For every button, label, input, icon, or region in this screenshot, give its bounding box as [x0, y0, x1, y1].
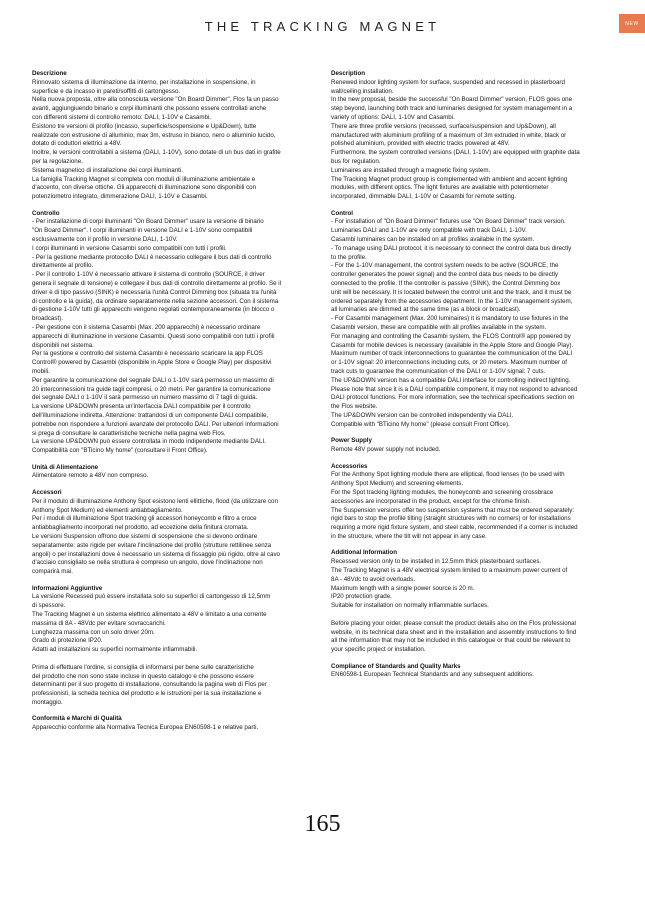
body-text-line: superficie e da incasso in pareti/soffitti di cartongesso. [32, 87, 181, 95]
body-text-line: potenziometro integrato, dimmerazione DALI, 1-10V e Casambi. [32, 193, 208, 201]
body-text-line: For the Spot tracking lighting modules, the honeycomb and screening crossbrace [331, 488, 554, 496]
body-text-line: The Tracking Magnet è un sistema elettrico alimentato a 48V e limitato a una corrente [32, 610, 267, 618]
body-text-line: track cuts to guarantee the communication of the DALI or 1-10V signal: 7 cuts. [331, 367, 546, 375]
section-heading: Description [331, 70, 366, 77]
body-text-line: Remote 48V power supply not included. [331, 446, 441, 454]
body-text-line: Adatti ad installazioni su superfici normalmente infiammabili. [32, 646, 198, 654]
body-text-line: modules, with different optics. The light fixtures are available with potentiometer [331, 184, 549, 192]
new-badge: NEW [619, 14, 645, 33]
body-text-line: all luminaries are dimmed at the same time (as a block or broadcast). [331, 306, 521, 314]
section-heading: Conformità e Marchi di Qualità [32, 715, 122, 723]
body-text-line: dei segnale DALI o 1-10V il sarà permesso un numero massimo di 7 tagli di guida. [32, 394, 258, 402]
body-text-line: Per la gestione e controllo del sistema Casambi è necessario scaricare la app FLOS [32, 350, 263, 358]
body-text-line: In the new proposal, beside the successful "On Board Dimmer" version, FLOS goes one [331, 96, 573, 104]
body-text-line: "On Board Dimmer". I corpi illuminanti in versione DALI e 1-10V sono compatibili [32, 227, 253, 235]
body-text-line: d'accento, con diverse ottiche. Gli apparecchi di illuminazione sono disponibili con [32, 184, 257, 192]
body-text-line: DALI protocol functions. For more information, see the technical specifications section on [331, 394, 575, 402]
body-text-line: Recessed version only to be installed in 12.5mm thick plasterboard surfaces. [331, 558, 542, 566]
body-text-line: The Suspension versions offer two suspension systems that must be ordered separately: [331, 506, 575, 514]
body-text-line: separatamente: aste rigide per evitare l'inclinazione del profilo (strutture rettilinee senza [32, 541, 272, 549]
section-heading: Compliance of Standards and Quality Marks [331, 662, 461, 670]
body-text-line: Compatibilità con "BTicino My home" (consultare il Front Office). [32, 447, 208, 455]
body-text-line: disponibili nel sistema. [32, 341, 94, 349]
body-text-line: Anthony Spot Medium) ed elementi antiabbagliamento. [32, 506, 183, 514]
body-text-line: La famiglia Tracking Magnet si completa con moduli di illuminazione ambientale e [32, 175, 256, 183]
body-text-line: antiabbagliamento incorporati nel prodotto, ad eccezione della finitura cromata. [32, 524, 249, 532]
body-text-line: Please note that since it is a DALI compatible component, it may not respond to advanced [331, 385, 578, 393]
body-text-line: to the profile. [331, 253, 367, 261]
body-text-line: - For the 1-10V management, the control system needs to be active (SOURCE, the [331, 262, 559, 270]
text-section [32, 585, 304, 708]
body-text-line: Casambi luminaires can be installed on all profiles available in the system. [331, 236, 535, 244]
body-text-line: Per garantire la comunicazione del segnale DALI o 1-10V sarà permesso un massimo di [32, 376, 274, 384]
body-text-line: La versione Recessed può essere installata solo su superfici di cartongesso di 12,5mm [32, 593, 271, 601]
body-text-line: Alimentatore remoto a 48V non compreso. [32, 472, 149, 480]
body-text-line: The Tracking Magnet product group is complemented with ambient and accent lighting [331, 175, 568, 183]
text-section [32, 70, 304, 202]
body-text-line: di gestione 1-10V tutti gli apparecchi vengono regolati contemporaneamente (in blocco o [32, 306, 275, 314]
body-text-line: dell'illuminazione indiretta. Attenzione: trattandosi di un componente DALI compatibile, [32, 411, 269, 419]
body-text-line: si prega di consultare le caratteristiche tecniche nella pagina web Flos. [32, 429, 226, 437]
body-text-line: 8A - 48Vdc to avoid overloads. [331, 575, 415, 583]
body-text-line: professionisti, la scheda tecnica del prodotto e le istruzioni per la sua installazione e [32, 690, 262, 698]
body-text-line: controller generates the power signal) and the control data bus needs to be directly [331, 271, 559, 279]
body-text-line: determinanti per il suo progetto di installazione, consultando la pagina web di Flos per [32, 681, 267, 689]
body-text-line: rigid bars to stop the profile tilting (straight structures with no corners) or for installations [331, 515, 571, 523]
page-header-title: THE TRACKING MAGNET [204, 19, 441, 34]
text-section [331, 463, 614, 542]
body-text-line: requiring a more rigid fixture system, and steel cable, recommended if a corner is included [331, 524, 578, 532]
body-text-line: incorporated, dimmable DALI, 1-10V or Casambi for remote setting. [331, 193, 517, 201]
body-text-line: accessories are incorporated in the product, except for the chrome finish. [331, 497, 531, 505]
section-heading: Control [331, 209, 353, 217]
body-text-line: apparecchi di illuminazione in versione Casambi. Questi sono compatibili con tutti i profili [32, 332, 275, 340]
text-section [331, 437, 614, 455]
body-text-line: - Per la gestione mediante protocollo DALI è necessario collegare il bus dati di controllo [32, 253, 272, 261]
body-text-line: Renewed indoor lighting system for surface, suspended and recessed in plasterboard [331, 78, 565, 86]
body-text-line: genera il segnale di tensione) e collegare il bus dati di controllo direttamente al profilo. Se il [32, 280, 282, 288]
body-text-line: Anthony Spot Medium) and screening elements. [331, 480, 464, 488]
body-text-line: La versione UP&DOWN può essere controllata in modo indipendente mediante DALI. [32, 438, 266, 446]
section-heading: Accessories [331, 462, 368, 470]
body-text-line: del prodotto che non sono state incluse in questo catalogo e che possono essere [32, 672, 254, 680]
body-text-line: Furthermore, the system controlled versions (DALI, 1-10V) are equipped with graphite data [331, 149, 580, 157]
body-text-line: - Per gestione con il sistema Casambi (Max. 200 apparecchi) è necessario ordinare [32, 324, 261, 331]
body-text-line: connected to the profile. If the controller is passive (SINK), the Control Dimming box [331, 280, 561, 288]
body-text-line: There are three profile versions (recessed, surface/suspension and Up&Down), all [331, 122, 556, 130]
body-text-line: Sistema magnetico di installazione dei corpi illuminanti. [32, 166, 183, 174]
text-section [331, 663, 614, 681]
body-text-line: Maximum length with a single power source is 20 m. [331, 584, 475, 592]
page-number: 165 [304, 811, 341, 837]
body-text-line: di spessore. [32, 602, 66, 610]
italian-text-column [32, 70, 304, 741]
body-text-line: For the Anthony Spot lighting module there are elliptical, flood lenses (to be used with [331, 471, 565, 479]
body-text-line: variety of options: DALI, 1-10V and Casambi. [331, 113, 455, 121]
body-text-line: Before placing your order, please consult the product details also on the Flos professional [331, 619, 576, 627]
section-heading: Informazioni Aggiuntive [32, 584, 103, 592]
body-text-line: Casambi version, these are compatible with all profiles available in the system. [331, 324, 547, 331]
section-heading: Unità di Alimentazione [32, 463, 99, 471]
body-text-line: Le versioni Suspension offrono due sistemi di sospensione che si devono ordinare [32, 532, 258, 540]
body-text-line: Casambi for mobile devices is necessary (available in the Apple Store and Google Play). [331, 341, 574, 349]
body-text-line: For managing and controlling the Casambi system, the FLOS Control® app powered by [331, 332, 571, 340]
body-text-line: Grado di protezione IP20. [32, 637, 103, 645]
body-text-line [331, 611, 614, 620]
body-text-line: Apparecchio conforme alla Normativa Tecnica Europea EN60598-1 e relative parti. [32, 724, 259, 732]
body-text-line: Rinnovato sistema di illuminazione da interno, per installazione in sospensione, in [32, 78, 256, 86]
body-text-line: Control® powered by Casambi (disponibile in Apple Store e Google Play) per dispositivi [32, 359, 272, 367]
section-heading: Power Supply [331, 437, 372, 445]
body-text-line: Per i moduli di illuminazione Spot tracking gli accessori honeycomb e filtro a croce [32, 515, 257, 523]
body-text-line: - Per installazione di corpi illuminanti "On Board Dimmer" usare la versione di binario [32, 218, 264, 226]
section-heading: Accessori [32, 488, 62, 496]
section-heading: Controllo [32, 209, 60, 217]
body-text-line: dotato di coduttori elettrici a 48V. [32, 140, 122, 148]
body-text-line: in the structure, where the tilt will not appear in any case. [331, 532, 487, 540]
body-text-line: Prima di effettuare l'ordine, si consiglia di informarsi per bene sulle caratteristiche [32, 663, 254, 671]
body-text-line: Suitable for installation on normally inflammable surfaces. [331, 602, 489, 610]
body-text-line: Maximum number of track interconnections to guarantee the communication of the DALI [331, 350, 573, 358]
body-text-line: Luminaries DALI and 1-10V are only compatible with track DALI, 1-10V. [331, 227, 527, 235]
text-section [331, 210, 614, 430]
body-text-line: mobili. [32, 367, 50, 375]
body-text-line: ordered separately from the accessories department. In the 1-10V management system, [331, 297, 573, 305]
body-text-line: unit will be necessary. It is located between the control unit and the track, and it must be [331, 288, 572, 296]
section-heading: Descrizione [32, 70, 67, 77]
body-text-line: The UP&DOWN version has a compatible DALI interface for controlling indirect lighting. [331, 376, 571, 384]
body-text-line: per la regolazione. [32, 157, 83, 165]
text-section [32, 489, 304, 577]
body-text-line: Per il modulo di illuminazione Anthony Spot esistono lenti ellittiche, flood (da utilizzare con [32, 497, 278, 505]
body-text-line: bus for regulation. [331, 157, 381, 165]
body-text-line: montaggio. [32, 698, 63, 706]
body-text-line: broadcast). [32, 315, 63, 323]
body-text-line: wall/ceiling installation. [331, 87, 394, 95]
english-text-column [331, 70, 614, 688]
body-text-line: or 1-10V signal: 20 interconnections including cuts, or 20 meters. Maximum number of [331, 359, 567, 367]
body-text-line: - To manage using DALI protocol, it is necessary to connect the control data bus directly [331, 244, 572, 252]
body-text-line [32, 655, 304, 664]
body-text-line: avanti, aggiungiuendo binario e corpi illuminanti che possono essere controllati anche [32, 105, 267, 113]
text-section [32, 464, 304, 482]
body-text-line: 20 interconnessioni tra guide tagli compresi, o 20 metri. Per garantire la comunicazione [32, 385, 271, 393]
body-text-line: direttamente al profilo. [32, 262, 94, 270]
body-text-line: The UP&DOWN version can be controlled independently via DALI. [331, 411, 514, 419]
text-section [32, 715, 304, 733]
body-text-line: polished aluminium, provided with electric tracks powered at 48V. [331, 140, 510, 148]
body-text-line: website, in its technical data sheet and in the installation and assembly instructions to find [331, 628, 577, 636]
body-text-line: Lunghezza massima con un solo driver 20m. [32, 628, 155, 636]
body-text-line: esclusivamente con il profilo in versione DALI, 1-10V. [32, 236, 178, 244]
body-text-line: step beyond, launching both track and luminaries designed for system management in a [331, 105, 573, 113]
body-text-line: the Flos website. [331, 403, 378, 411]
text-section [331, 549, 614, 655]
body-text-line: con differenti sistemi di controllo remoto: DALI, 1-10V e Casambi. [32, 113, 212, 121]
body-text-line: Luminaires are installed through a magnetic fixing system. [331, 166, 491, 174]
body-text-line: massima di 8A - 48Vdc per evitare sovraccarichi. [32, 619, 166, 627]
body-text-line: angoli) o per installazioni dove è necessario un sistema di fissaggio più rigido, oltre al cavo [32, 550, 280, 558]
body-text-line: di controllo e la guida), da ordinare separatamente nella sezione accessori. Con il sistema [32, 297, 279, 305]
body-text-line: La versione UP&DOWN presenta un'interfaccia DALI compatibile per il controllo [32, 403, 251, 411]
body-text-line: d'acciaio consigliato se nella struttura è compreso un angolo, dove l'inclinazione non [32, 559, 263, 567]
body-text-line: Compatible with "BTicino My home" (please consult Front Office). [331, 420, 510, 428]
body-text-line: potrebbe non rispondere a funzioni avanzate del protocollo DALI. Per ulteriori informazioni [32, 420, 279, 428]
body-text-line: realizzate con estrusione di alluminio, max 3m, estruso in bianco, nero o alluminio lucido, [32, 131, 276, 139]
body-text-line: Nella nuova proposta, oltre alla conosciuta versione "On Board Dimmer", Flos fa un passo [32, 96, 279, 104]
body-text-line: - For Casambi management (Max. 200 luminaires) it is mandatory to use fixtures in the [331, 315, 569, 323]
body-text-line: all the information that may not be included in this catalogue or that could be relevant to [331, 637, 571, 645]
body-text-line: Esistono tre versioni di profilo (incasso, superficie/sospensione e Up&Down), tutte [32, 122, 257, 130]
body-text-line: Inoltre, le versioni controllabili a sistema (DALI, 1-10V), sono dotate di un bus dati in grafite [32, 149, 281, 157]
body-text-line: I corpi illuminanti in versione Casambi sono compatibili con tutti i profili. [32, 244, 227, 252]
text-section [32, 210, 304, 456]
body-text-line: EN60598-1 European Technical Standards and any subsequent additions. [331, 671, 534, 679]
body-text-line: comparirà mai. [32, 568, 73, 576]
section-heading: Additional Information [331, 549, 397, 557]
body-text-line: The Tracking Magnet is a 48V electrical system limited to a maximum power current of [331, 566, 568, 574]
body-text-line: - Per il controllo 1-10V è necessario attivare il sistema di controllo (SOURCE, il driver [32, 271, 265, 279]
body-text-line: your specific project or installation. [331, 646, 426, 654]
body-text-line: IP20 protection grade. [331, 593, 392, 601]
body-text-line: - For installation of "On Board Dimmer" fixtures use "On Board Dimmer" track version. [331, 218, 566, 226]
text-section [331, 70, 614, 202]
body-text-line: manufactured with aluminium profiling of a maximum of 3m extruded in white, black or [331, 131, 567, 139]
body-text-line: driver è di tipo passivo (SINK) è necessaria l'unità Control Dimming box (situata tra l'unità [32, 288, 277, 296]
